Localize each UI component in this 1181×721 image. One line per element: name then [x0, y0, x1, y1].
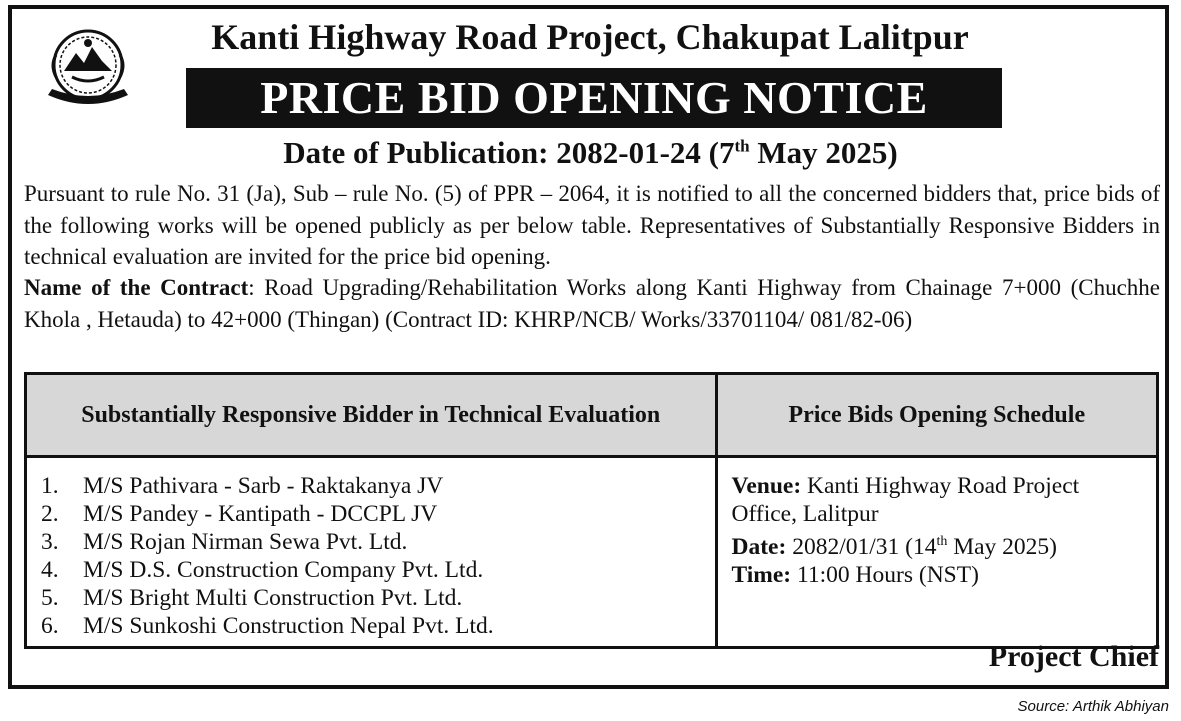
date-value: 2082/01/31 (14 — [786, 533, 937, 560]
bidders-column-header: Substantially Responsive Bidder in Technical Evaluation — [26, 374, 717, 457]
contract-label: Name of the Contract — [24, 275, 249, 300]
bidders-cell — [26, 457, 717, 648]
publication-date-sup: th — [734, 136, 750, 156]
list-item-number: 1. — [41, 473, 59, 499]
bidder-name: M/S Sunkoshi Construction Nepal Pvt. Ltd. — [83, 613, 494, 639]
schedule-cell — [716, 457, 1157, 648]
list-item — [41, 500, 705, 528]
list-item — [41, 528, 705, 556]
bidder-name: M/S Pandey - Kantipath - DCCPL JV — [83, 501, 438, 527]
list-item-number: 3. — [41, 529, 59, 555]
venue-value: Kanti Highway Road Project Office, Lalitpur — [731, 473, 1080, 527]
bidder-list — [41, 472, 705, 640]
time-value: 11:00 Hours (NST) — [791, 561, 979, 588]
source-credit: Source: Arthik Abhiyan — [1017, 698, 1169, 715]
notice-title-bar — [186, 68, 1002, 128]
table-row — [26, 457, 1158, 648]
organization-title: Kanti Highway Road Project, Chakupat Lalitpur — [211, 17, 969, 57]
bidder-name: M/S D.S. Construction Company Pvt. Ltd. — [83, 557, 484, 583]
list-item — [41, 612, 705, 640]
date-tail: May 2025) — [947, 533, 1058, 560]
date-sup: th — [936, 534, 948, 549]
list-item-number: 4. — [41, 557, 59, 583]
list-item — [41, 472, 705, 500]
contract-text: : Road Upgrading/Rehabilitation Works along Kanti Highway from Chainage 7+000 (Chuchhe Khola , Hetauda) to 42+000 (Thingan) (Contract ID: KHRP/NCB/ Works/33701104/ 081/82-06) — [24, 275, 1160, 332]
contract-paragraph — [24, 272, 1160, 335]
list-item-number: 2. — [41, 501, 59, 527]
time-label: Time: — [731, 561, 792, 588]
bidder-name: M/S Bright Multi Construction Pvt. Ltd. — [83, 585, 463, 611]
bid-schedule-table — [24, 372, 1159, 649]
list-item-number: 6. — [41, 613, 59, 639]
publication-date-tail: May 2025) — [749, 135, 898, 170]
bidder-name: M/S Rojan Nirman Sewa Pvt. Ltd. — [83, 529, 408, 555]
date-label: Date: — [731, 533, 787, 560]
date-line — [732, 528, 1146, 561]
list-item — [41, 556, 705, 584]
time-line — [732, 561, 1146, 589]
bidder-name: M/S Pathivara - Sarb - Raktakanya JV — [83, 473, 444, 499]
intro-paragraph: Pursuant to rule No. 31 (Ja), Sub – rule No. (5) of PPR – 2064, it is notified to all the concerned bidders that, price bids of the following works will be opened publicly as per below table. Representatives of Substantially Responsive Bidders in technical evaluation are invited for the price bid opening. — [24, 181, 1160, 269]
list-item — [41, 584, 705, 612]
venue-label: Venue: — [731, 473, 802, 499]
notice-title: PRICE BID OPENING NOTICE — [260, 72, 928, 123]
venue-line — [732, 472, 1146, 528]
table-header-row — [26, 374, 1158, 457]
publication-date-label: Date of Publication: 2082-01-24 (7 — [283, 135, 735, 170]
signatory: Project Chief — [988, 640, 1159, 673]
nepal-government-emblem-icon — [42, 25, 134, 109]
publication-date — [0, 135, 1181, 171]
schedule-column-header: Price Bids Opening Schedule — [716, 374, 1157, 457]
list-item-number: 5. — [41, 585, 59, 611]
